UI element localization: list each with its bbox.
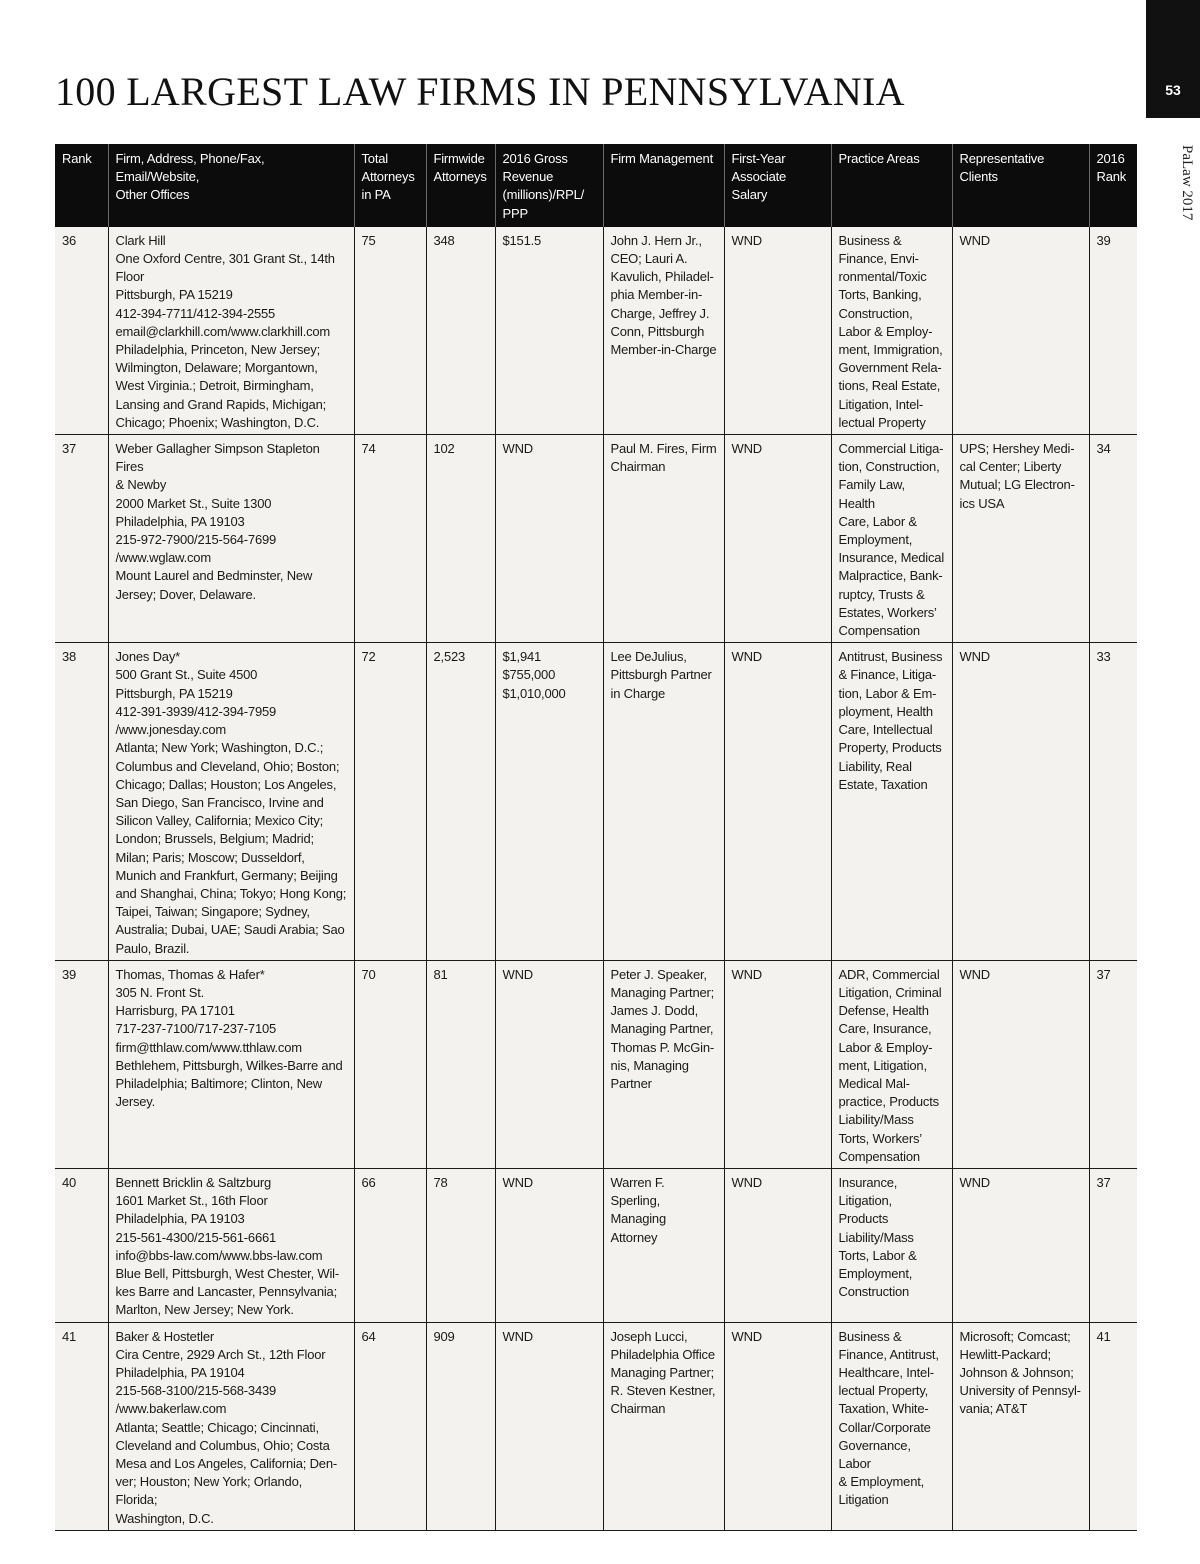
- cell-rank: 41: [55, 1322, 108, 1530]
- cell-salary: WND: [724, 1168, 831, 1322]
- cell-rank: 39: [55, 960, 108, 1168]
- cell-management: Peter J. Speaker, Managing Partner; James J. Dodd, Managing Partner, Thomas P. McGin- nis, Managing Partner: [603, 960, 724, 1168]
- cell-clients: WND: [952, 643, 1089, 960]
- table-row: [55, 1168, 1137, 1322]
- column-header-practice-areas: Practice Areas: [831, 144, 952, 227]
- cell-total-attorneys: 64: [354, 1322, 426, 1530]
- cell-salary: WND: [724, 227, 831, 435]
- cell-practice-areas: Insurance, Litigation, Products Liability/Mass Torts, Labor & Employment, Construction: [831, 1168, 952, 1322]
- column-header-rank: Rank: [55, 144, 108, 227]
- table-row: [55, 960, 1137, 1168]
- cell-revenue: WND: [495, 960, 603, 1168]
- cell-2016-rank: 37: [1089, 960, 1137, 1168]
- law-firms-table: [55, 144, 1137, 1531]
- cell-total-attorneys: 70: [354, 960, 426, 1168]
- cell-rank: 37: [55, 435, 108, 643]
- cell-firmwide-attorneys: 2,523: [426, 643, 495, 960]
- cell-total-attorneys: 74: [354, 435, 426, 643]
- cell-revenue: WND: [495, 1322, 603, 1530]
- page-title: 100 LARGEST LAW FIRMS IN PENNSYLVANIA: [55, 69, 905, 114]
- column-header-revenue: 2016 Gross Revenue (millions)/RPL/ PPP: [495, 144, 603, 227]
- cell-management: John J. Hern Jr., CEO; Lauri A. Kavulich, Philadel- phia Member-in- Charge, Jeffrey J. Conn, Pittsburgh Member-in-Charge: [603, 227, 724, 435]
- cell-total-attorneys: 75: [354, 227, 426, 435]
- cell-clients: WND: [952, 1168, 1089, 1322]
- cell-practice-areas: Commercial Litiga- tion, Construction, Family Law, Health Care, Labor & Employment, Insurance, Medical Malpractice, Bank- ruptcy, Trusts & Estates, Workers’ Compensation: [831, 435, 952, 643]
- column-header-management: Firm Management: [603, 144, 724, 227]
- cell-2016-rank: 37: [1089, 1168, 1137, 1322]
- table-header-row: [55, 144, 1137, 227]
- cell-revenue: $151.5: [495, 227, 603, 435]
- cell-salary: WND: [724, 435, 831, 643]
- cell-practice-areas: Business & Finance, Antitrust, Healthcare, Intel- lectual Property, Taxation, White- Collar/Corporate Governance, Labor & Employment, Litigation: [831, 1322, 952, 1530]
- cell-firm: Thomas, Thomas & Hafer* 305 N. Front St. Harrisburg, PA 17101 717-237-7100/717-237-7105 firm@tthlaw.com/www.tthlaw.com Bethlehem, Pittsburgh, Wilkes-Barre and Philadelphia; Baltimore; Clinton, New Jersey.: [108, 960, 354, 1168]
- table-row: [55, 435, 1137, 643]
- cell-practice-areas: ADR, Commercial Litigation, Criminal Defense, Health Care, Insurance, Labor & Employ- ment, Litigation, Medical Mal- practice, Products Liability/Mass Torts, Workers’ Compensation: [831, 960, 952, 1168]
- cell-total-attorneys: 72: [354, 643, 426, 960]
- cell-management: Lee DeJulius, Pittsburgh Partner in Charge: [603, 643, 724, 960]
- cell-firm: Clark Hill One Oxford Centre, 301 Grant St., 14th Floor Pittsburgh, PA 15219 412-394-7711/412-394-2555 email@clarkhill.com/www.clarkhill.com Philadelphia, Princeton, New Jersey; Wilmington, Delaware; Morgantown, West Virginia.; Detroit, Birmingham, Lansing and Grand Rapids, Michigan; Chicago; Phoenix; Washington, D.C.: [108, 227, 354, 435]
- cell-rank: 36: [55, 227, 108, 435]
- page-number-tab: [1146, 0, 1200, 118]
- cell-rank: 38: [55, 643, 108, 960]
- cell-revenue: WND: [495, 435, 603, 643]
- cell-salary: WND: [724, 1322, 831, 1530]
- column-header-firm: Firm, Address, Phone/Fax, Email/Website, Other Offices: [108, 144, 354, 227]
- cell-firmwide-attorneys: 348: [426, 227, 495, 435]
- cell-revenue: WND: [495, 1168, 603, 1322]
- cell-clients: Microsoft; Comcast; Hewlitt-Packard; Johnson & Johnson; University of Pennsyl- vania; AT&T: [952, 1322, 1089, 1530]
- column-header-firmwide-attorneys: Firmwide Attorneys: [426, 144, 495, 227]
- column-header-2016-rank: 2016 Rank: [1089, 144, 1137, 227]
- cell-practice-areas: Business & Finance, Envi- ronmental/Toxic Torts, Banking, Construction, Labor & Employ- ment, Immigration, Government Rela- tions, Real Estate, Litigation, Intel- lectual Property: [831, 227, 952, 435]
- cell-management: Paul M. Fires, Firm Chairman: [603, 435, 724, 643]
- cell-revenue: $1,941 $755,000 $1,010,000: [495, 643, 603, 960]
- cell-firmwide-attorneys: 909: [426, 1322, 495, 1530]
- column-header-total-attorneys: Total Attorneys in PA: [354, 144, 426, 227]
- cell-2016-rank: 39: [1089, 227, 1137, 435]
- table-row: [55, 643, 1137, 960]
- column-header-clients: Representative Clients: [952, 144, 1089, 227]
- column-header-salary: First-Year Associate Salary: [724, 144, 831, 227]
- cell-2016-rank: 33: [1089, 643, 1137, 960]
- table-row: [55, 1322, 1137, 1530]
- cell-total-attorneys: 66: [354, 1168, 426, 1322]
- cell-2016-rank: 41: [1089, 1322, 1137, 1530]
- cell-clients: WND: [952, 960, 1089, 1168]
- table-row: [55, 227, 1137, 435]
- page-number: 53: [1165, 82, 1181, 98]
- cell-practice-areas: Antitrust, Business & Finance, Litiga- tion, Labor & Em- ployment, Health Care, Intellectual Property, Products Liability, Real Estate, Taxation: [831, 643, 952, 960]
- cell-salary: WND: [724, 960, 831, 1168]
- cell-2016-rank: 34: [1089, 435, 1137, 643]
- cell-salary: WND: [724, 643, 831, 960]
- running-head: PaLaw 2017: [1179, 145, 1195, 221]
- cell-firm: Bennett Bricklin & Saltzburg 1601 Market St., 16th Floor Philadelphia, PA 19103 215-561-4300/215-561-6661 info@bbs-law.com/www.bbs-law.com Blue Bell, Pittsburgh, West Chester, Wil- kes Barre and Lancaster, Pennsylvania; Marlton, New Jersey; New York.: [108, 1168, 354, 1322]
- cell-rank: 40: [55, 1168, 108, 1322]
- cell-management: Joseph Lucci, Philadelphia Office Managing Partner; R. Steven Kestner, Chairman: [603, 1322, 724, 1530]
- cell-management: Warren F. Sperling, Managing Attorney: [603, 1168, 724, 1322]
- cell-clients: WND: [952, 227, 1089, 435]
- cell-firm: Weber Gallagher Simpson Stapleton Fires & Newby 2000 Market St., Suite 1300 Philadelphia, PA 19103 215-972-7900/215-564-7699 /www.wglaw.com Mount Laurel and Bedminster, New Jersey; Dover, Delaware.: [108, 435, 354, 643]
- cell-firmwide-attorneys: 102: [426, 435, 495, 643]
- cell-clients: UPS; Hershey Medi- cal Center; Liberty Mutual; LG Electron- ics USA: [952, 435, 1089, 643]
- cell-firm: Jones Day* 500 Grant St., Suite 4500 Pittsburgh, PA 15219 412-391-3939/412-394-7959 /www.jonesday.com Atlanta; New York; Washington, D.C.; Columbus and Cleveland, Ohio; Boston; Chicago; Dallas; Houston; Los Angeles, San Diego, San Francisco, Irvine and Silicon Valley, California; Mexico City; London; Brussels, Belgium; Madrid; Milan; Paris; Moscow; Dusseldorf, Munich and Frankfurt, Germany; Beijing and Shanghai, China; Tokyo; Hong Kong; Taipei, Taiwan; Singapore; Sydney, Australia; Dubai, UAE; Saudi Arabia; Sao Paulo, Brazil.: [108, 643, 354, 960]
- cell-firmwide-attorneys: 81: [426, 960, 495, 1168]
- cell-firmwide-attorneys: 78: [426, 1168, 495, 1322]
- cell-firm: Baker & Hostetler Cira Centre, 2929 Arch St., 12th Floor Philadelphia, PA 19104 215-568-3100/215-568-3439 /www.bakerlaw.com Atlanta; Seattle; Chicago; Cincinnati, Cleveland and Columbus, Ohio; Costa Mesa and Los Angeles, California; Den- ver; Houston; New York; Orlando, Florida; Washington, D.C.: [108, 1322, 354, 1530]
